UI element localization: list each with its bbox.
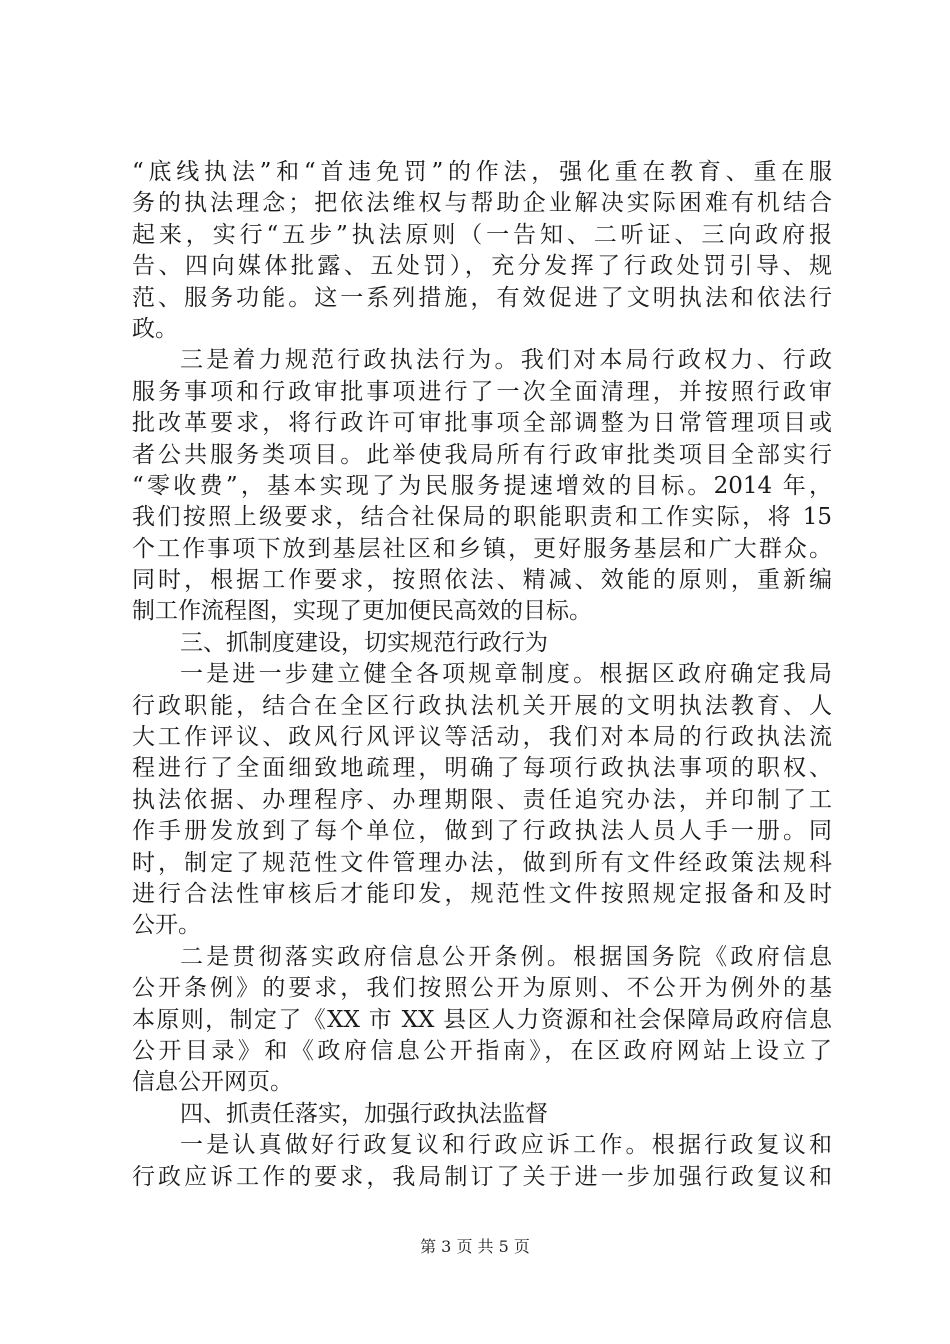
text-line: “底线执法”和“首违免罚”的作法，强化重在教育、重在服	[132, 159, 832, 185]
document-body	[132, 157, 832, 1193]
text-line: 行政应诉工作的要求，我局制订了关于进一步加强行政复议和	[132, 1163, 832, 1190]
text-line: 服务事项和行政审批事项进行了一次全面清理，并按照行政审	[132, 378, 832, 405]
text-line: 程进行了全面细致地疏理，明确了每项行政执法事项的职权、	[132, 755, 832, 782]
text-line: 公开条例》的要求，我们按照公开为原则、不公开为例外的基	[132, 975, 832, 1002]
text-line: 个工作事项下放到基层社区和乡镇，更好服务基层和广大群众。	[132, 535, 832, 562]
paragraph-start-line: 三是着力规范行政执法行为。我们对本局行政权力、行政	[180, 347, 832, 374]
paragraph-start-line: 一是认真做好行政复议和行政应诉工作。根据行政复议和	[180, 1132, 832, 1159]
text-line: 我们按照上级要求，结合社保局的职能职责和工作实际，将 15	[132, 504, 832, 531]
text-line: “零收费”，基本实现了为民服务提速增效的目标。2014 年，	[132, 472, 832, 499]
text-line: 务的执法理念；把依法维权与帮助企业解决实际困难有机结合	[132, 190, 832, 217]
text-line: 批改革要求，将行政许可审批事项全部调整为日常管理项目或	[132, 410, 832, 437]
section-heading: 三、抓制度建设，切实规范行政行为	[180, 629, 548, 656]
text-line: 作手册发放到了每个单位，做到了行政执法人员人手一册。同	[132, 818, 832, 845]
paragraph-start-line: 二是贯彻落实政府信息公开条例。根据国务院《政府信息	[180, 943, 832, 970]
text-line: 公开目录》和《政府信息公开指南》，在区政府网站上设立了	[132, 1037, 832, 1064]
paragraph-start-line: 一是进一步建立健全各项规章制度。根据区政府确定我局	[180, 661, 832, 688]
text-line: 政。	[132, 315, 178, 342]
text-line: 公开。	[132, 912, 201, 939]
text-line: 大工作评议、政风行风评议等活动，我们对本局的行政执法流	[132, 724, 832, 751]
section-heading: 四、抓责任落实，加强行政执法监督	[180, 1100, 548, 1127]
text-line: 制工作流程图，实现了更加便民高效的目标。	[132, 598, 592, 625]
text-line: 告、四向媒体批露、五处罚），充分发挥了行政处罚引导、规	[132, 253, 832, 280]
text-line: 者公共服务类项目。此举使我局所有行政审批类项目全部实行	[132, 441, 832, 468]
text-line: 信息公开网页。	[132, 1069, 293, 1096]
text-line: 同时，根据工作要求，按照依法、精减、效能的原则，重新编	[132, 567, 832, 594]
text-line: 进行合法性审核后才能印发，规范性文件按照规定报备和及时	[132, 880, 832, 907]
text-line: 行政职能，结合在全区行政执法机关开展的文明执法教育、人	[132, 692, 832, 719]
text-line: 本原则，制定了《XX 市 XX 县区人力资源和社会保障局政府信息	[132, 1006, 832, 1033]
text-line: 范、服务功能。这一系列措施，有效促进了文明执法和依法行	[132, 284, 832, 311]
text-line: 时，制定了规范性文件管理办法，做到所有文件经政策法规科	[132, 849, 832, 876]
page-number-footer: 第 3 页 共 5 页	[420, 1237, 530, 1256]
text-line: 执法依据、办理程序、办理期限、责任追究办法，并印制了工	[132, 786, 832, 813]
text-line: 起来，实行“五步”执法原则（一告知、二听证、三向政府报	[132, 221, 832, 248]
